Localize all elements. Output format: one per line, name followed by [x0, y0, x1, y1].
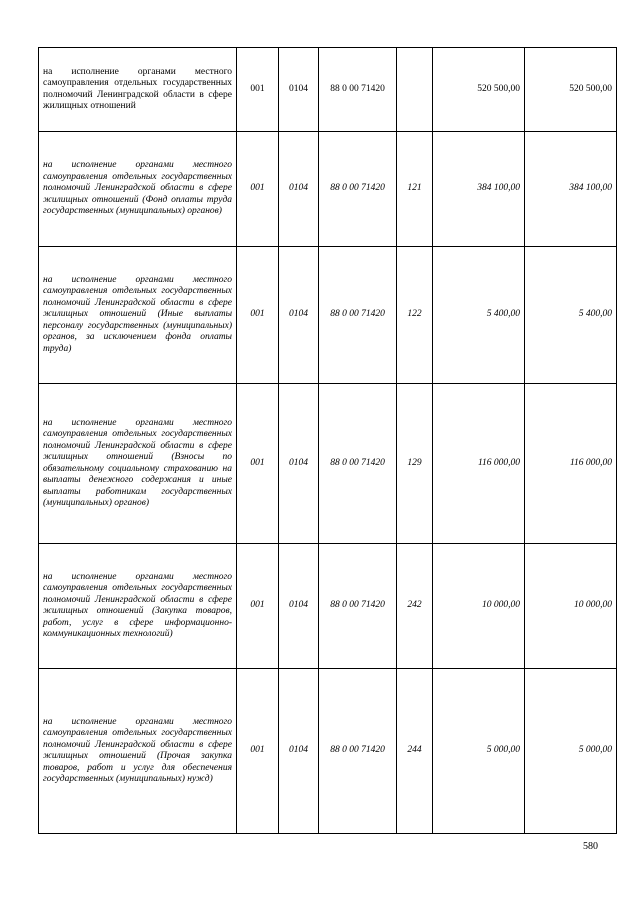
- table-row: [39, 544, 617, 669]
- article-code: 88 0 00 71420: [319, 48, 397, 132]
- amount-1: 116 000,00: [433, 384, 525, 544]
- row-description: на исполнение органами местного самоуправления отдельных государственных полномочий Ленинградской области в сфере жилищных отношений (Взносы по обязательному социальному страхованию на выплаты денежного содержания и иные выплаты работникам государственных (муниципальных) органов): [39, 384, 237, 544]
- ministry-code: 001: [237, 132, 279, 247]
- amount-2: 10 000,00: [525, 544, 617, 669]
- amount-2: 5 400,00: [525, 247, 617, 384]
- table-row: [39, 247, 617, 384]
- ministry-code: 001: [237, 544, 279, 669]
- article-code: 88 0 00 71420: [319, 544, 397, 669]
- ministry-code: 001: [237, 48, 279, 132]
- row-description: на исполнение органами местного самоуправления отдельных государственных полномочий Ленинградской области в сфере жилищных отношений (Иные выплаты персоналу государственных (муниципальных) органов, за исключением фонда оплаты труда): [39, 247, 237, 384]
- article-code: 88 0 00 71420: [319, 384, 397, 544]
- expense-type-code: 244: [397, 669, 433, 834]
- expense-type-code: 129: [397, 384, 433, 544]
- row-description: на исполнение органами местного самоуправления отдельных государственных полномочий Ленинградской области в сфере жилищных отношений (Закупка товаров, работ, услуг в сфере информационно-коммуникационных технологий): [39, 544, 237, 669]
- article-code: 88 0 00 71420: [319, 247, 397, 384]
- table-row: [39, 132, 617, 247]
- expense-type-code: 242: [397, 544, 433, 669]
- row-description: на исполнение органами местного самоуправления отдельных государственных полномочий Ленинградской области в сфере жилищных отношений: [39, 48, 237, 132]
- page-number: 580: [583, 841, 598, 852]
- section-code: 0104: [279, 669, 319, 834]
- table-row: [39, 48, 617, 132]
- amount-1: 5 400,00: [433, 247, 525, 384]
- ministry-code: 001: [237, 669, 279, 834]
- section-code: 0104: [279, 247, 319, 384]
- expense-type-code: 121: [397, 132, 433, 247]
- section-code: 0104: [279, 384, 319, 544]
- table-row: [39, 384, 617, 544]
- expense-type-code: 122: [397, 247, 433, 384]
- section-code: 0104: [279, 48, 319, 132]
- ministry-code: 001: [237, 247, 279, 384]
- amount-2: 5 000,00: [525, 669, 617, 834]
- expense-type-code: [397, 48, 433, 132]
- amount-2: 520 500,00: [525, 48, 617, 132]
- budget-table: [38, 47, 617, 834]
- amount-2: 116 000,00: [525, 384, 617, 544]
- amount-2: 384 100,00: [525, 132, 617, 247]
- amount-1: 384 100,00: [433, 132, 525, 247]
- article-code: 88 0 00 71420: [319, 132, 397, 247]
- section-code: 0104: [279, 132, 319, 247]
- section-code: 0104: [279, 544, 319, 669]
- amount-1: 520 500,00: [433, 48, 525, 132]
- row-description: на исполнение органами местного самоуправления отдельных государственных полномочий Ленинградской области в сфере жилищных отношений (Фонд оплаты труда государственных (муниципальных) органов): [39, 132, 237, 247]
- article-code: 88 0 00 71420: [319, 669, 397, 834]
- table-row: [39, 669, 617, 834]
- row-description: на исполнение органами местного самоуправления отдельных государственных полномочий Ленинградской области в сфере жилищных отношений (Прочая закупка товаров, работ и услуг для обеспечения государственных (муниципальных) нужд): [39, 669, 237, 834]
- amount-1: 5 000,00: [433, 669, 525, 834]
- ministry-code: 001: [237, 384, 279, 544]
- amount-1: 10 000,00: [433, 544, 525, 669]
